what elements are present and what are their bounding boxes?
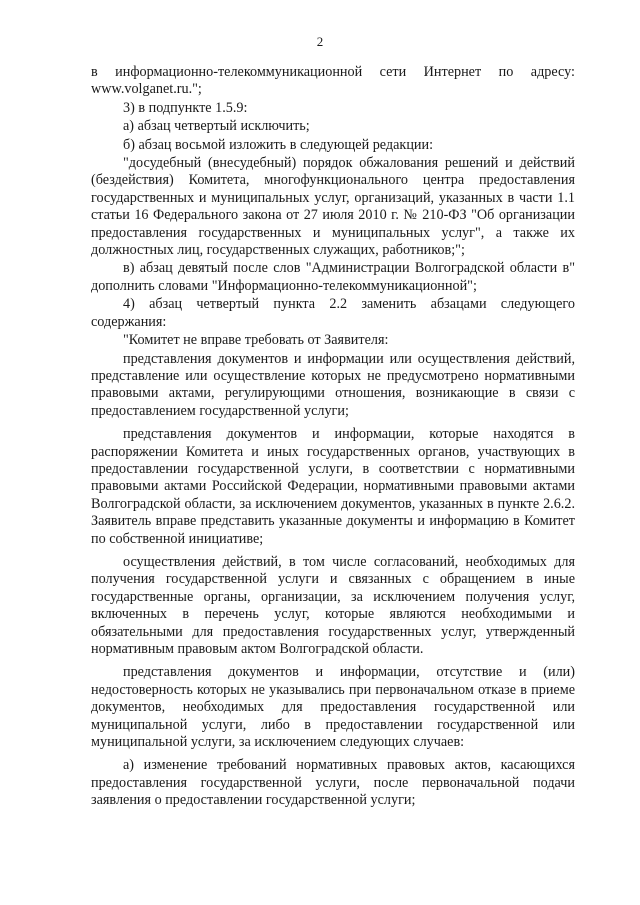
paragraph: "досудебный (внесудебный) порядок обжалования решений и действий (бездействия) Комитета, многофункционального центра предоставления государственных и муниципальных услуг, организаций, указанных в части 1.1 статьи 16 Федерального закона от 27 июля 2010 г. № 210-ФЗ "Об организации предоставления государственных и муниципальных услуг", а также их должностных лиц, государственных служащих, работников;";: [91, 155, 575, 259]
paragraph: представления документов и информации или осуществления действий, представление или осуществление которых не предусмотрено нормативными правовыми актами, регулирующими отношения, возникающие в связи с предоставлением государственной услуги;: [91, 350, 575, 419]
paragraph: а) абзац четвертый исключить;: [123, 118, 310, 135]
paragraph: осуществления действий, в том числе согласований, необходимых для получения государственной услуги и связанных с обращением в иные государственные органы, организации, за исключением получения услуг, включенных в перечень услуг, которые являются необходимыми и обязательными для предоставления государственных услуг, утвержденный нормативным правовым актом Волгоградской области.: [91, 553, 575, 657]
paragraph: 3) в подпункте 1.5.9:: [123, 99, 248, 116]
paragraph: в) абзац девятый после слов "Администрации Волгоградской области в" дополнить словами "Информационно-телекоммуникационной";: [91, 260, 575, 294]
document-body: [91, 64, 575, 811]
paragraph: представления документов и информации, которые находятся в распоряжении Комитета и иных государственных органов, участвующих в предоставлении государственной услуги, в соответствии с нормативными правовыми актами Российской Федерации, нормативными правовыми актами Волгоградской области, за исключением документов, указанных в пункте 2.6.2. Заявитель вправе представить указанные документы и информацию в Комитет по собственной инициативе;: [91, 426, 575, 547]
paragraph: в информационно-телекоммуникационной сети Интернет по адресу: www.volganet.ru.";: [91, 64, 575, 98]
paragraph: а) изменение требований нормативных правовых актов, касающихся предоставления государственной услуги, после первоначальной подачи заявления о предоставлении государственной услуги;: [91, 757, 575, 809]
paragraph: представления документов и информации, отсутствие и (или) недостоверность которых не указывались при первоначальном отказе в приеме документов, необходимых для предоставления государственной или муниципальной услуги, либо в предоставлении государственной или муниципальной услуги, за исключением следующих случаев:: [91, 664, 575, 751]
paragraph: "Комитет не вправе требовать от Заявителя:: [123, 332, 389, 349]
paragraph: б) абзац восьмой изложить в следующей редакции:: [123, 136, 434, 153]
page-number: 2: [316, 34, 324, 49]
paragraph: 4) абзац четвертый пункта 2.2 заменить абзацами следующего содержания:: [91, 296, 575, 330]
